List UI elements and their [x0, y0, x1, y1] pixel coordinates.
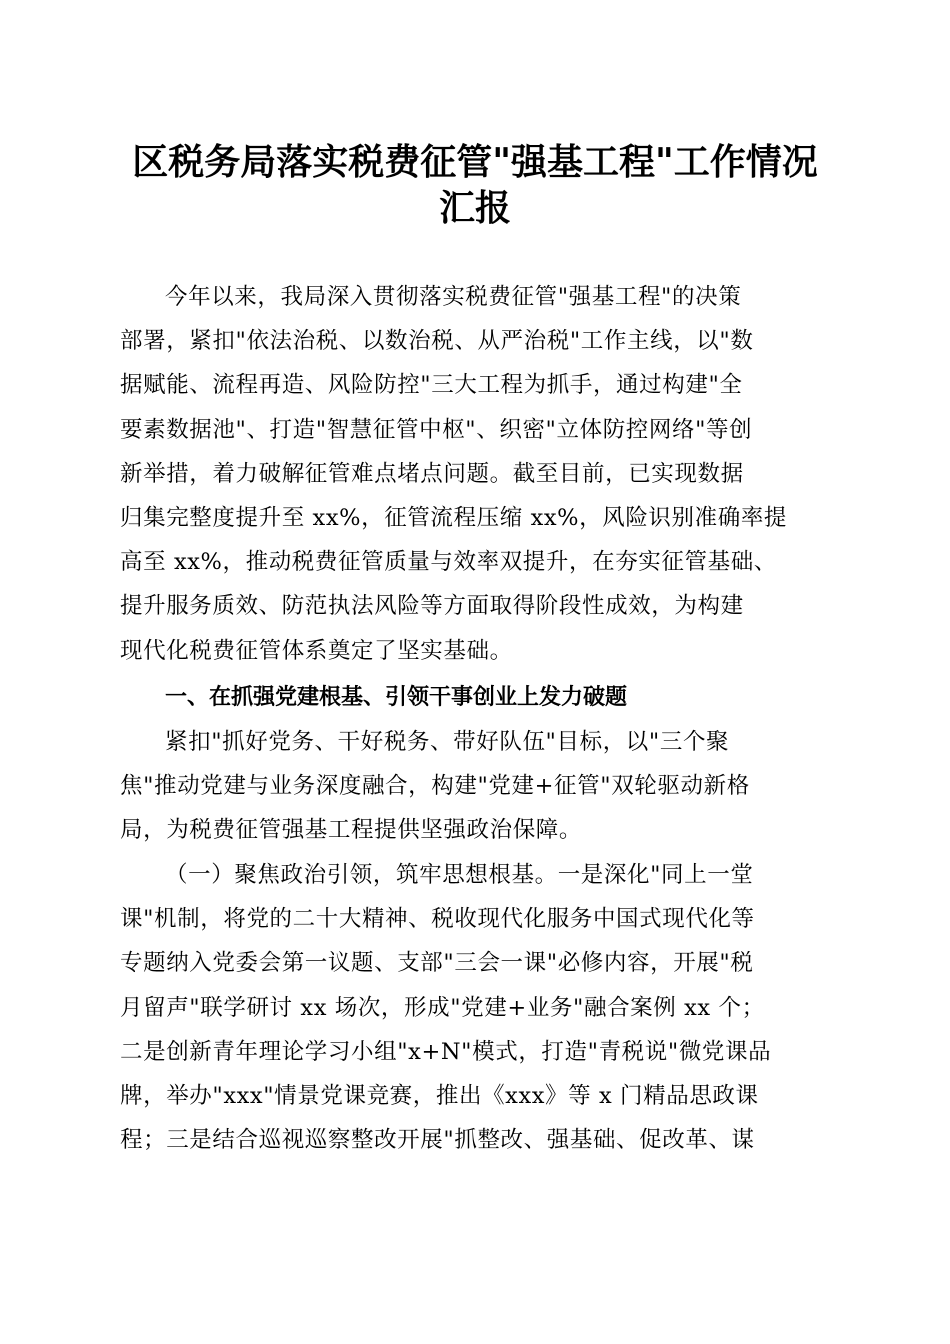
- section-1-line: 紧扣"抓好党务、干好税务、带好队伍"目标，以"三个聚: [165, 729, 730, 755]
- intro-line: 提升服务质效、防范执法风险等方面取得阶段性成效，为构建: [120, 593, 744, 620]
- subsection-1-line: 专题纳入党委会第一议题、支部"三会一课"必修内容，开展"税: [120, 950, 754, 977]
- section-1-line: 焦"推动党建与业务深度融合，构建"党建+征管"双轮驱动新格: [120, 773, 750, 800]
- intro-line: 要素数据池"、打造"智慧征管中枢"、织密"立体防控网络"等创: [120, 416, 753, 443]
- intro-line: 新举措，着力破解征管难点堵点问题。截至目前，已实现数据: [120, 460, 744, 487]
- intro-line: 据赋能、流程再造、风险防控"三大工程为抓手，通过构建"全: [120, 372, 743, 399]
- section-1-heading: 一、在抓强党建根基、引领干事创业上发力破题: [165, 685, 628, 710]
- document-title-line-2: 汇报: [438, 187, 511, 229]
- intro-paragraph: [120, 275, 825, 673]
- section-1-line: 局，为税费征管强基工程提供坚强政治保障。: [120, 817, 583, 844]
- intro-line: 现代化税费征管体系奠定了坚实基础。: [120, 637, 513, 664]
- subsection-1-paragraph: [120, 853, 825, 1162]
- subsection-1-line: 牌，举办"xxx"情景党课竞赛，推出《xxx》等 x 门精品思政课: [120, 1082, 759, 1109]
- document-title-line-1: 区税务局落实税费征管"强基工程"工作情况: [132, 141, 818, 183]
- subsection-1-line: 月留声"联学研讨 xx 场次，形成"党建+业务"融合案例 xx 个；: [120, 994, 765, 1021]
- intro-line: 部署，紧扣"依法治税、以数治税、从严治税"工作主线，以"数: [120, 328, 754, 355]
- subsection-1-line: （一）聚焦政治引领，筑牢思想根基。一是深化"同上一堂: [165, 862, 754, 888]
- subsection-1-line: 二是创新青年理论学习小组"x+N"模式，打造"青税说"微党课品: [120, 1038, 772, 1065]
- section-1-paragraph: [120, 720, 825, 853]
- intro-line: 高至 xx%，推动税费征管质量与效率双提升，在夯实征管基础、: [120, 549, 777, 576]
- subsection-1-line: 课"机制，将党的二十大精神、税收现代化服务中国式现代化等: [120, 906, 755, 933]
- intro-line: 归集完整度提升至 xx%，征管流程压缩 xx%，风险识别准确率提: [120, 504, 788, 531]
- subsection-1-line: 程；三是结合巡视巡察整改开展"抓整改、强基础、促改革、谋: [120, 1127, 755, 1154]
- intro-line: 今年以来，我局深入贯彻落实税费征管"强基工程"的决策: [165, 284, 742, 310]
